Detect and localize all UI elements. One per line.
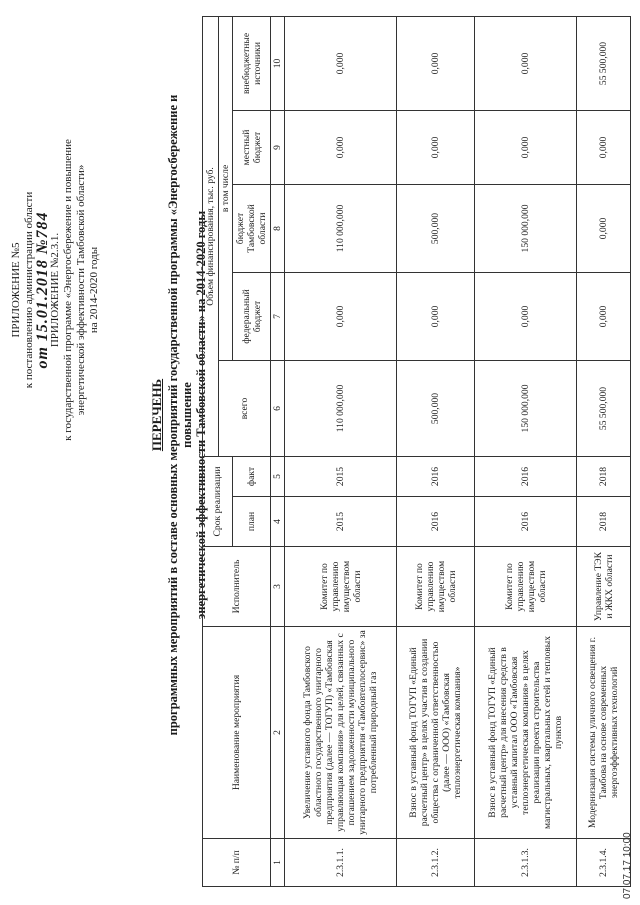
row-executor: Управление ТЭК и ЖКХ области xyxy=(577,547,631,627)
header-period: Срок реализации xyxy=(203,456,233,546)
column-number: 9 xyxy=(271,110,285,184)
row-federal: 0,000 xyxy=(475,272,577,360)
column-numbers-row xyxy=(271,16,285,886)
row-name: Увеличение уставного фонда Тамбовского областного государственного унитарного предприятия (далее — ТОГУП) «Тамбовская управляющая компания» для целей, связанных с погашением задолженности муниципального унитарного предприятия «Тамбовтеплосервис» за потребленный природный газ xyxy=(285,627,397,839)
column-number: 2 xyxy=(271,627,285,839)
row-fact: 2015 xyxy=(285,456,397,496)
row-offbudget: 55 500,000 xyxy=(577,16,631,110)
header-num: № п/п xyxy=(203,839,271,887)
column-number: 7 xyxy=(271,272,285,360)
row-num: 2.3.1.2. xyxy=(397,839,475,887)
document-title xyxy=(150,65,208,765)
row-fact: 2018 xyxy=(577,456,631,496)
column-number: 4 xyxy=(271,497,285,547)
title-line-3: энергетической эффективности Тамбовской области» на 2014-2020 годы xyxy=(194,210,208,620)
row-total: 150 000,000 xyxy=(475,360,577,456)
row-regional: 150 000,000 xyxy=(475,184,577,272)
handwritten-date-number: от 15.01.2018 №784 xyxy=(34,211,51,369)
row-total: 500,000 xyxy=(397,360,475,456)
header-local: местный бюджет xyxy=(233,110,271,184)
program-reference-1: к государственной программе «Энергосбережение и повышение xyxy=(62,139,74,441)
row-fact: 2016 xyxy=(397,456,475,496)
row-plan: 2016 xyxy=(475,497,577,547)
row-executor: Комитет по управлению имуществом области xyxy=(397,547,475,627)
row-plan: 2016 xyxy=(397,497,475,547)
row-federal: 0,000 xyxy=(397,272,475,360)
program-reference-3: на 2014-2020 годы xyxy=(88,246,100,334)
table-row xyxy=(285,16,397,886)
row-executor: Комитет по управлению имуществом области xyxy=(285,547,397,627)
header-total: всего xyxy=(219,360,271,456)
row-fact: 2016 xyxy=(475,456,577,496)
row-total: 55 500,000 xyxy=(577,360,631,456)
row-plan: 2015 xyxy=(285,497,397,547)
row-num: 2.3.1.4. xyxy=(577,839,631,887)
header-fact: факт xyxy=(233,456,271,496)
row-local: 0,000 xyxy=(397,110,475,184)
header-executor: Исполнитель xyxy=(203,547,271,627)
measures-table xyxy=(202,16,631,887)
appendix-subnumber: ПРИЛОЖЕНИЕ №2.3.1. xyxy=(49,232,61,348)
row-regional: 500,000 xyxy=(397,184,475,272)
row-local: 0,000 xyxy=(475,110,577,184)
column-number: 5 xyxy=(271,456,285,496)
row-federal: 0,000 xyxy=(577,272,631,360)
row-plan: 2018 xyxy=(577,497,631,547)
row-executor: Комитет по управлению имуществом области xyxy=(475,547,577,627)
header-incl: в том числе xyxy=(219,16,233,360)
header-name: Наименование мероприятия xyxy=(203,627,271,839)
row-name: Взнос в уставный фонд ТОГУП «Единый расчетный центр» в целях участия в создании общества с ограниченной ответственностью (далее — ООО) «Тамбовская теплоэнергетическая компания» xyxy=(397,627,475,839)
appendix-header xyxy=(10,20,101,560)
table-row xyxy=(475,16,577,886)
table-row xyxy=(577,16,631,886)
row-regional: 110 000,000 xyxy=(285,184,397,272)
header-funding: Объем финансирования, тыс. руб. xyxy=(203,16,219,456)
row-num: 2.3.1.3. xyxy=(475,839,577,887)
column-number: 6 xyxy=(271,360,285,456)
row-offbudget: 0,000 xyxy=(285,16,397,110)
print-timestamp: 07.07.17 10:00 xyxy=(622,832,633,899)
row-total: 110 000,000 xyxy=(285,360,397,456)
appendix-number: ПРИЛОЖЕНИЕ №5 xyxy=(10,242,22,338)
title-word: ПЕРЕЧЕНЬ xyxy=(149,378,164,452)
column-number: 3 xyxy=(271,547,285,627)
row-regional: 0,000 xyxy=(577,184,631,272)
header-federal: федеральный бюджет xyxy=(233,272,271,360)
column-number: 8 xyxy=(271,184,285,272)
header-regional: бюджет Тамбовской области xyxy=(233,184,271,272)
title-line-2: программных мероприятий в составе основных мероприятий государственной программы «Энергосбережение и повышение xyxy=(166,94,194,736)
column-number: 10 xyxy=(271,16,285,110)
decree-reference: к постановлению администрации области xyxy=(23,191,35,389)
row-local: 0,000 xyxy=(577,110,631,184)
row-offbudget: 0,000 xyxy=(475,16,577,110)
row-name: Модернизация системы уличного освещения г. Тамбова на основе современных энергоэффективных технологий xyxy=(577,627,631,839)
program-reference-2: энергетической эффективности Тамбовской области» xyxy=(75,164,87,416)
row-local: 0,000 xyxy=(285,110,397,184)
row-name: Взнос в уставный фонд ТОГУП «Единый расчетный центр» для внесения средств в уставный капитал ООО «Тамбовская теплоэнергетическая компания» в целях реализации проекта строительства магистральных, квартальных сетей и тепловых пунктов xyxy=(475,627,577,839)
row-federal: 0,000 xyxy=(285,272,397,360)
table-row xyxy=(397,16,475,886)
header-offbudget: внебюджетные источники xyxy=(233,16,271,110)
row-num: 2.3.1.1. xyxy=(285,839,397,887)
column-number: 1 xyxy=(271,839,285,887)
header-plan: план xyxy=(233,497,271,547)
row-offbudget: 0,000 xyxy=(397,16,475,110)
